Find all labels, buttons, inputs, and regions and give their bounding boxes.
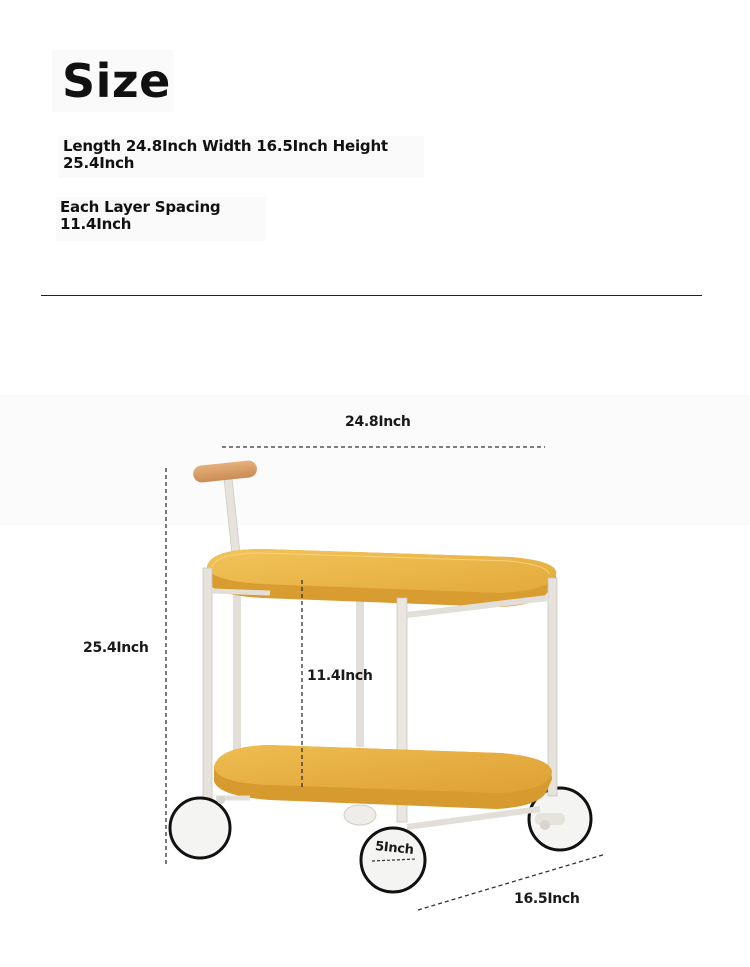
right-back-leg xyxy=(548,578,557,796)
back-left-wheel xyxy=(344,805,376,825)
dimensions-line-1: Length 24.8Inch Width 16.5Inch Height xyxy=(63,137,388,155)
back-left-leg xyxy=(233,588,241,750)
bottom-tray xyxy=(214,745,552,809)
bottom-right-rail xyxy=(407,809,540,827)
dimensions-spec xyxy=(58,136,424,178)
wheel-size-label: 5Inch xyxy=(374,839,415,858)
size-title-box xyxy=(52,50,174,112)
height-label: 25.4Inch xyxy=(83,640,149,656)
product-dimension-diagram xyxy=(0,395,750,967)
layer-spacing-spec xyxy=(56,197,266,241)
layer-spacing-line-1: Each Layer Spacing xyxy=(60,198,221,216)
page-title: Size xyxy=(62,54,171,108)
front-left-wheel xyxy=(170,796,230,858)
length-label: 24.8Inch xyxy=(345,414,411,430)
width-label: 16.5Inch xyxy=(514,891,580,907)
layer-spacing-label: 11.4Inch xyxy=(307,668,373,684)
section-divider xyxy=(41,295,702,296)
bar-cart-illustration xyxy=(0,395,750,967)
top-left-rail xyxy=(212,591,270,593)
layer-spacing-line-2: 11.4Inch xyxy=(60,215,132,233)
dimensions-line-2: 25.4Inch xyxy=(63,154,135,172)
front-right-wheel xyxy=(361,828,425,892)
front-left-leg xyxy=(203,568,212,798)
top-tray xyxy=(207,549,556,607)
